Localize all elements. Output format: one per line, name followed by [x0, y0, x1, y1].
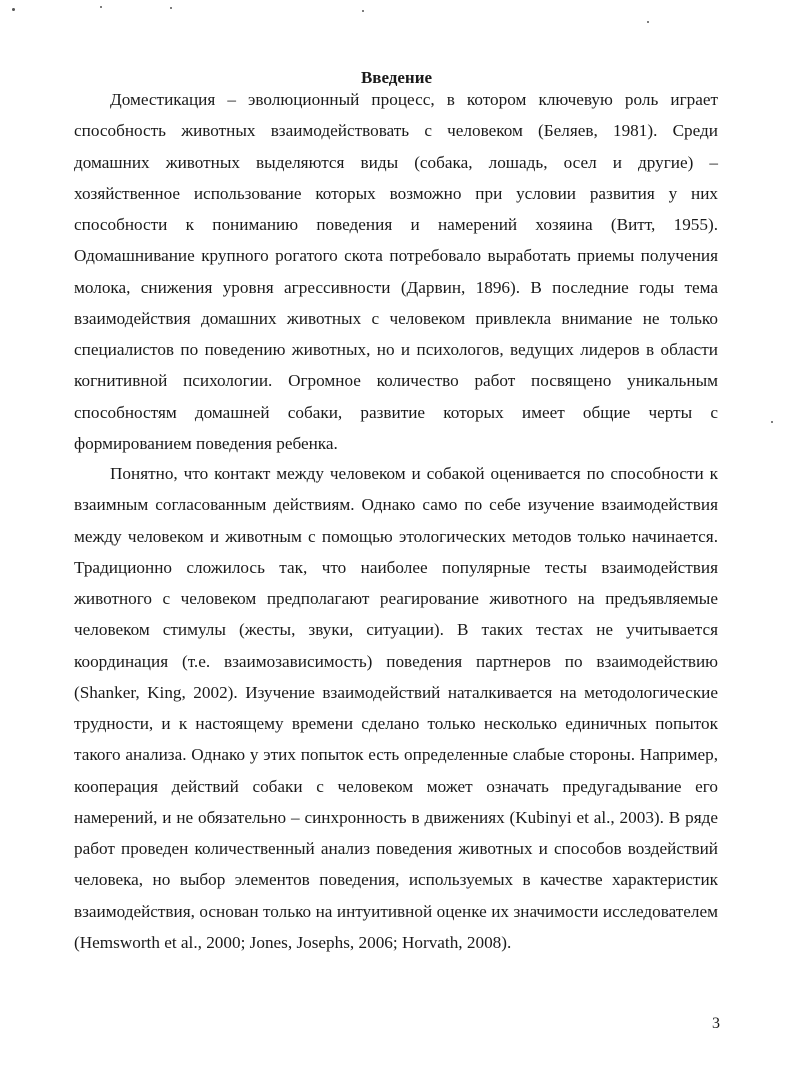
- body-paragraph: Доместикация – эволюционный процесс, в котором ключевую роль играет способность животных взаимодействовать с человеком (Беляев, 1981). Среди домашних животных выделяются виды (собака, лошадь, осел и другие) – хозяйственное использование которых возможно при условии развития у них способности к пониманию поведения и намерений хозяина (Витт, 1955). Одомашнивание крупного рогатого скота потребовало выработать приемы получения молока, снижения уровня агрессивности (Дарвин, 1896). В последние годы тема взаимодействия домашних животных с человеком привлекла внимание не только специалистов по поведению животных, но и психологов, ведущих лидеров в области когнитивной психологии. Огромное количество работ посвящено уникальным способностям домашней собаки, развитие которых имеет общие черты с формированием поведения ребенка.: [74, 90, 718, 453]
- body-paragraph: Понятно, что контакт между человеком и собакой оценивается по способности к взаимным согласованным действиям. Однако само по себе изучение взаимодействия между человеком и животным с помощью этологических методов только начинается. Традиционно сложилось так, что наиболее популярные тесты взаимодействия животного с человеком предполагают реагирование животного на предъявляемые человеком стимулы (жесты, звуки, ситуации). В таких тестах не учитывается координация (т.е. взаимозависимость) поведения партнеров по взаимодействию (Shanker, King, 2002). Изучение взаимодействий наталкивается на методологические трудности, и к настоящему времени сделано только несколько единичных попыток такого анализа. Однако у этих попыток есть определенные слабые стороны. Например, кооперация действий собаки с человеком может означать предугадывание его намерений, и не обязательно – синхронность в движениях (Kubinyi et al., 2003). В ряде работ проведен количественный анализ поведения животных и способов воздействий человека, но выбор элементов поведения, используемых в качестве характеристик взаимодействия, основан только на интуитивной оценке их значимости исследователем (Hemsworth et al., 2000; Jones, Josephs, 2006; Horvath, 2008).: [74, 464, 718, 952]
- scan-speck: [12, 8, 15, 11]
- scan-speck: [362, 10, 364, 12]
- scan-speck: [170, 7, 172, 9]
- scan-speck: [100, 6, 102, 8]
- page-number: 3: [712, 1015, 720, 1032]
- scan-speck: [647, 21, 649, 23]
- section-title: Введение: [360, 68, 433, 87]
- scan-speck: [771, 421, 773, 423]
